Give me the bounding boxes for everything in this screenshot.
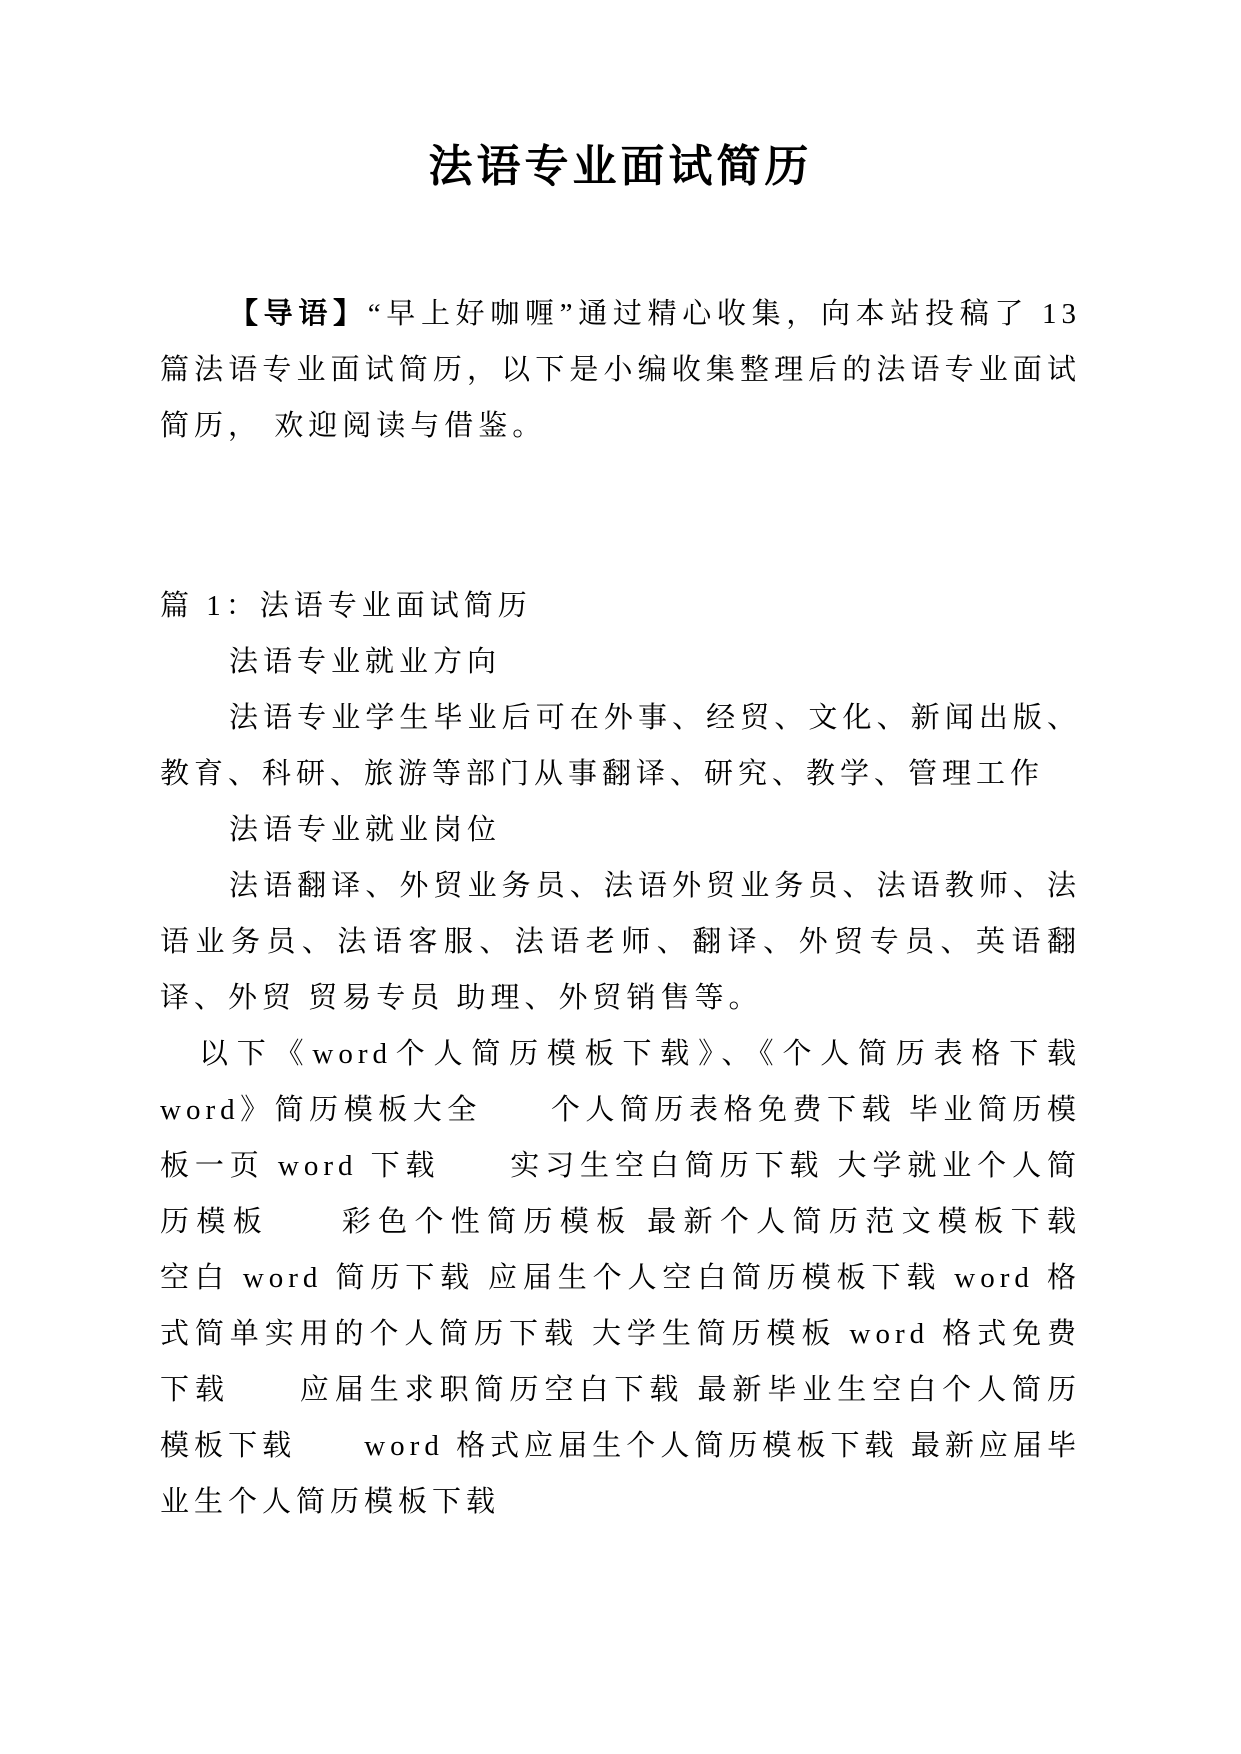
paragraph-employment-direction-heading: 法语专业就业方向 (229, 646, 502, 678)
page-title: 法语专业面试简历 (428, 142, 813, 191)
paragraph-section-heading: 篇 1：法语专业面试简历 (160, 590, 532, 622)
intro-paragraph (160, 286, 1081, 454)
paragraph-employment-direction: 法语专业学生毕业后可在外事、经贸、文化、新闻出版、教育、科研、旅游等部门从事翻译、研究、教学、管理工作 (160, 702, 1081, 790)
body-text (160, 578, 1150, 1530)
paragraph-template-downloads: 以下《word个人简历模板下载》、《个人简历表格下载word》简历模板大全 个人简历表格免费下载 毕业简历模板一页 word 下载 实习生空白简历下载 大学就业个人简历模板 彩色个性简历模板 最新个人简历范文模板下载 空白 word 简历下载 应届生个人空白简历模板下载 word 格式简单实用的个人简历下载 大学生简历模板 word 格式免费下载 应届生求职简历空白下载 最新毕业生空白个人简历模板下载 word 格式应届生个人简历模板下载 最新应届毕业生个人简历模板下载 (160, 1038, 1150, 1518)
paragraph-employment-positions: 法语翻译、外贸业务员、法语外贸业务员、法语教师、法语业务员、法语客服、法语老师、翻译、外贸专员、英语翻译、外贸 贸易专员 助理、外贸销售等。 (160, 870, 1081, 1014)
intro-label: 【导语】 (229, 298, 368, 330)
intro-text: “早上好咖喱”通过精心收集，向本站投稿了 13 篇法语专业面试简历，以下是小编收集整理后的法语专业面试简历， 欢迎阅读与借鉴。 (160, 298, 1081, 442)
paragraph-employment-positions-heading: 法语专业就业岗位 (229, 814, 502, 846)
